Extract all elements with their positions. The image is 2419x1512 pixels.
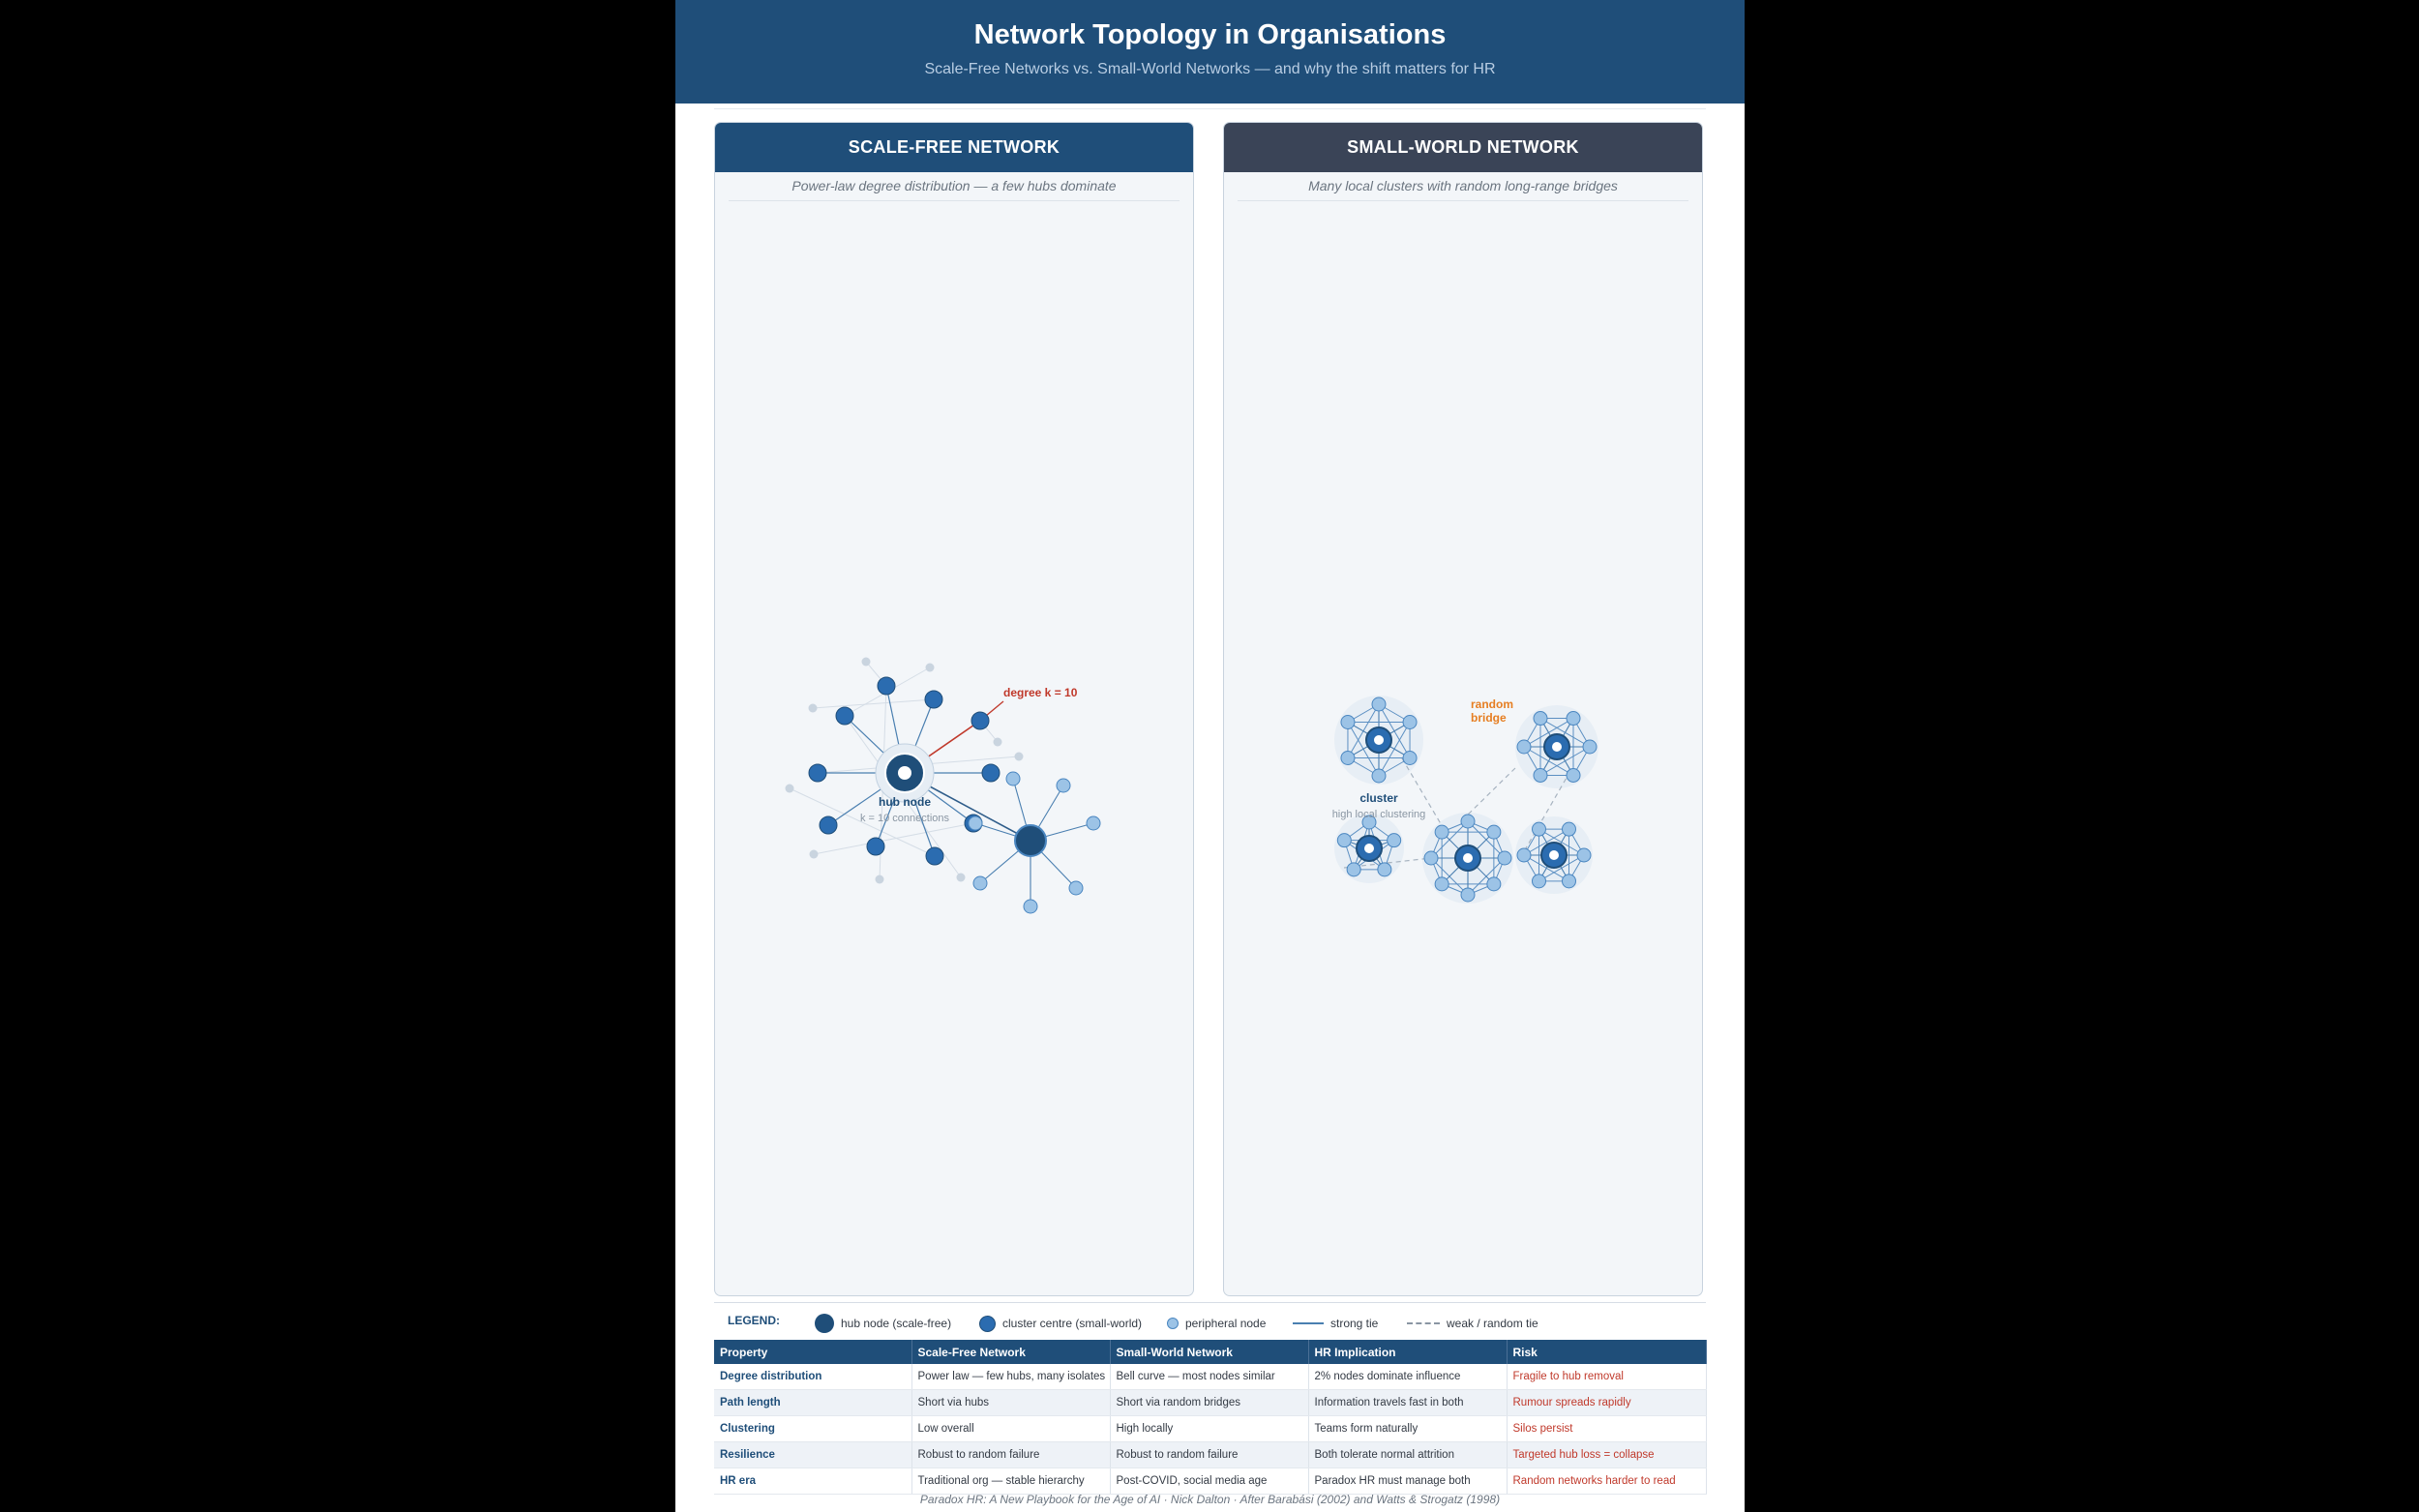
peripheral-node xyxy=(1403,716,1417,729)
small-world-diagram xyxy=(1224,123,1703,1296)
comparison-table xyxy=(714,1340,1707,1495)
peripheral-node xyxy=(1567,768,1580,782)
peripheral-node-icon xyxy=(1167,1318,1179,1329)
table-row xyxy=(714,1442,1706,1468)
isolate-node xyxy=(1015,753,1024,761)
table-header-row xyxy=(714,1340,1706,1364)
legend-item-cluster-centre xyxy=(979,1314,1142,1333)
cluster-label: cluster xyxy=(1359,791,1398,805)
peripheral-node xyxy=(1487,877,1501,891)
table-cell: Traditional org — stable hierarchy xyxy=(911,1468,1110,1495)
table-cell: Fragile to hub removal xyxy=(1507,1364,1706,1390)
peripheral-node xyxy=(1372,697,1386,711)
peripheral-node xyxy=(1487,825,1501,839)
table-row xyxy=(714,1364,1706,1390)
page xyxy=(675,0,1745,1512)
spoke-node xyxy=(809,764,826,782)
degree-annotation: degree k = 10 xyxy=(1003,686,1078,699)
isolate-node xyxy=(810,850,819,859)
peripheral-node xyxy=(1577,848,1591,862)
spoke-node xyxy=(867,838,884,855)
peripheral-node xyxy=(1533,875,1546,888)
table-row xyxy=(714,1416,1706,1442)
legend-title: LEGEND: xyxy=(728,1314,780,1327)
footer-credit: Paradox HR: A New Playbook for the Age of AI · Nick Dalton · After Barabási (2002) and Watts & Strogatz (1998) xyxy=(919,1493,1501,1506)
table-cell: Power law — few hubs, many isolates xyxy=(911,1364,1110,1390)
peripheral-node xyxy=(1372,769,1386,783)
peripheral-node xyxy=(1567,712,1580,726)
spoke-node xyxy=(925,691,942,708)
spoke-node xyxy=(926,847,943,865)
peripheral-node xyxy=(1388,834,1401,847)
table-cell: Information travels fast in both xyxy=(1308,1390,1507,1416)
peripheral-node xyxy=(1534,768,1547,782)
table-cell: Rumour spreads rapidly xyxy=(1507,1390,1706,1416)
scale-free-panel xyxy=(714,122,1194,1296)
table-cell: Resilience xyxy=(714,1442,911,1468)
peripheral-node xyxy=(1403,752,1417,765)
isolate-node xyxy=(994,738,1002,747)
spoke-node xyxy=(971,712,989,729)
legend-item-peripheral xyxy=(1167,1314,1266,1333)
peripheral-node xyxy=(1006,772,1020,786)
table-cell: Teams form naturally xyxy=(1308,1416,1507,1442)
hub-node-core xyxy=(898,766,911,780)
legend-item-weak-tie xyxy=(1407,1314,1538,1333)
random-bridge-label: random xyxy=(1471,697,1514,711)
legend-item-hub xyxy=(815,1314,951,1333)
spoke-node xyxy=(820,816,837,834)
spoke-node xyxy=(836,707,853,725)
table-cell: Degree distribution xyxy=(714,1364,911,1390)
peripheral-node xyxy=(969,816,982,830)
small-world-panel-title: SMALL-WORLD NETWORK xyxy=(1224,123,1702,172)
column-header: Scale-Free Network xyxy=(911,1340,1110,1364)
column-header: Property xyxy=(714,1340,911,1364)
isolate-node xyxy=(809,704,818,713)
legend xyxy=(714,1302,1706,1338)
peripheral-node xyxy=(1461,888,1475,902)
header xyxy=(675,0,1745,104)
peripheral-node xyxy=(1435,877,1448,891)
weak-tie xyxy=(814,823,973,854)
page-subtitle: Scale-Free Networks vs. Small-World Networks — and why the shift matters for HR xyxy=(924,61,1496,77)
isolate-node xyxy=(957,874,966,882)
spoke-node xyxy=(982,764,1000,782)
table-cell: Both tolerate normal attrition xyxy=(1308,1442,1507,1468)
peripheral-node xyxy=(1461,815,1475,828)
cluster-centre-core xyxy=(1552,742,1562,752)
peripheral-node xyxy=(1563,822,1576,836)
cluster-centre-core xyxy=(1549,850,1559,860)
peripheral-node xyxy=(1337,834,1351,847)
table-cell: 2% nodes dominate influence xyxy=(1308,1364,1507,1390)
strong-tie-icon xyxy=(1293,1322,1324,1324)
peripheral-node xyxy=(1341,716,1355,729)
hub-node-label: hub node xyxy=(879,795,931,809)
peripheral-node xyxy=(1341,752,1355,765)
column-header: HR Implication xyxy=(1308,1340,1507,1364)
peripheral-node xyxy=(1347,863,1360,876)
peripheral-node xyxy=(1024,900,1037,913)
peripheral-node xyxy=(1087,816,1100,830)
peripheral-node xyxy=(1069,881,1083,895)
table-cell: Random networks harder to read xyxy=(1507,1468,1706,1495)
table-cell: Short via hubs xyxy=(911,1390,1110,1416)
hub-node-sublabel: k = 10 connections xyxy=(859,813,950,824)
cluster-centre-core xyxy=(1463,853,1473,863)
hub-node-icon xyxy=(815,1314,834,1333)
legend-label: cluster centre (small-world) xyxy=(1002,1317,1143,1330)
peripheral-node xyxy=(973,876,987,890)
table-row xyxy=(714,1468,1706,1495)
table-cell: Robust to random failure xyxy=(1110,1442,1308,1468)
table-cell: High locally xyxy=(1110,1416,1308,1442)
table-cell: Silos persist xyxy=(1507,1416,1706,1442)
table-cell: Targeted hub loss = collapse xyxy=(1507,1442,1706,1468)
small-world-panel-subtitle: Many local clusters with random long-range bridges xyxy=(1308,178,1618,193)
isolate-node xyxy=(862,658,871,667)
table-cell: Low overall xyxy=(911,1416,1110,1442)
legend-label: weak / random tie xyxy=(1447,1317,1538,1330)
weak-tie xyxy=(813,699,934,708)
table-cell: Clustering xyxy=(714,1416,911,1442)
table-cell: HR era xyxy=(714,1468,911,1495)
cluster-centre-icon xyxy=(979,1316,996,1332)
scale-free-panel-title: SCALE-FREE NETWORK xyxy=(715,123,1193,172)
table-cell: Bell curve — most nodes similar xyxy=(1110,1364,1308,1390)
peripheral-node xyxy=(1498,851,1511,865)
cluster-centre-core xyxy=(1364,844,1374,853)
cluster-sublabel: high local clustering xyxy=(1331,809,1426,820)
table-row xyxy=(714,1390,1706,1416)
page-title: Network Topology in Organisations xyxy=(973,19,1447,50)
random-bridge-label-2: bridge xyxy=(1471,711,1507,725)
cluster-centre-core xyxy=(1374,735,1384,745)
divider xyxy=(714,108,1706,109)
peripheral-node xyxy=(1424,851,1438,865)
peripheral-node xyxy=(1057,779,1070,792)
weak-tie xyxy=(1464,768,1515,818)
table-cell: Paradox HR must manage both xyxy=(1308,1468,1507,1495)
secondary-hub-node xyxy=(1015,825,1046,856)
isolate-node xyxy=(786,785,794,793)
peripheral-node xyxy=(1435,825,1448,839)
peripheral-node xyxy=(1533,822,1546,836)
peripheral-node xyxy=(1517,740,1531,754)
small-world-panel xyxy=(1223,122,1703,1296)
isolate-node xyxy=(876,875,884,884)
legend-item-strong-tie xyxy=(1293,1314,1378,1333)
weak-tie-icon xyxy=(1407,1322,1440,1324)
isolate-node xyxy=(926,664,935,672)
column-header: Risk xyxy=(1507,1340,1706,1364)
peripheral-node xyxy=(1517,848,1531,862)
spoke-node xyxy=(878,677,895,695)
scale-free-diagram xyxy=(715,123,1194,1296)
table-cell: Robust to random failure xyxy=(911,1442,1110,1468)
peripheral-node xyxy=(1378,863,1391,876)
peripheral-node xyxy=(1563,875,1576,888)
table-cell: Short via random bridges xyxy=(1110,1390,1308,1416)
table-cell: Path length xyxy=(714,1390,911,1416)
legend-label: strong tie xyxy=(1330,1317,1379,1330)
peripheral-node xyxy=(1583,740,1597,754)
legend-label: hub node (scale-free) xyxy=(841,1317,952,1330)
peripheral-node xyxy=(1534,712,1547,726)
table-cell: Post-COVID, social media age xyxy=(1110,1468,1308,1495)
scale-free-panel-subtitle: Power-law degree distribution — a few hubs dominate xyxy=(791,178,1117,193)
legend-label: peripheral node xyxy=(1185,1317,1267,1330)
column-header: Small-World Network xyxy=(1110,1340,1308,1364)
